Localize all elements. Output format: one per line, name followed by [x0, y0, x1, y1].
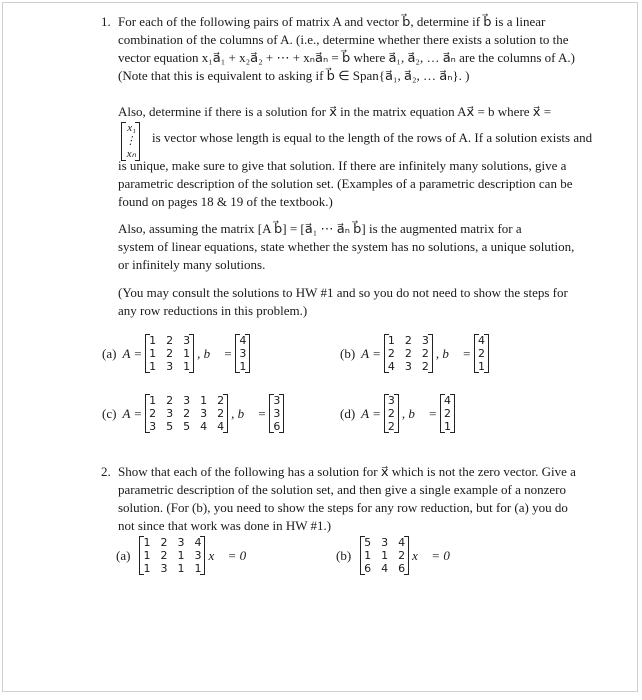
x-vector-entry: xₙ: [126, 148, 136, 160]
matrix-entry: 3: [160, 562, 168, 575]
b-equals: , b⃗ =: [435, 345, 472, 361]
vector-entry: 4: [478, 334, 486, 347]
problem-1-part: [102, 334, 253, 373]
matrix-entry: 3: [166, 407, 174, 420]
part-label: (d): [340, 405, 356, 421]
matrix-entry: 1: [143, 562, 151, 575]
matrix-entry: 1: [149, 394, 157, 407]
p2-line: is unique, make sure to give that solution. If there are infinitely many solutions, give a: [118, 158, 567, 173]
part-label: (b): [336, 547, 352, 563]
matrix-entry: 2: [404, 347, 412, 360]
problem-2-number: 2.: [101, 464, 111, 479]
matrix-entry: 3: [404, 360, 412, 373]
matrix-entry: 1: [143, 536, 151, 549]
x-vector-entry: x₁: [127, 122, 136, 134]
matrix-entry: 4: [387, 360, 395, 373]
problem-1-number: 1.: [101, 14, 111, 29]
p5-line: not since that work was done in HW #1.): [118, 518, 332, 533]
problem-1-part: [102, 394, 287, 433]
vector: [440, 394, 455, 433]
matrix-entry: 1: [149, 334, 157, 347]
x-vector: [118, 119, 143, 161]
p4-line: (You may consult the solutions to HW #1 and so you do not need to show the steps for: [118, 285, 568, 300]
matrix-entry: 1: [183, 347, 191, 360]
x-vector-entry: ⋮: [125, 135, 136, 147]
matrix-entry: 2: [160, 536, 168, 549]
matrix-entry: 3: [200, 407, 208, 420]
matrix-entry: 1: [387, 334, 395, 347]
matrix-entry: 5: [364, 536, 372, 549]
matrix-entry: 3: [149, 420, 157, 433]
a-equals: A =: [122, 345, 143, 361]
vector: [235, 334, 250, 373]
matrix-entry: 2: [183, 407, 191, 420]
p1-line: vector equation x₁a⃗₁ + x₂a⃗₂ + ⋯ + xₙa⃗ₙ = b⃗ where a⃗₁, a⃗₂, … a⃗ₙ are the columns of A.): [118, 50, 575, 65]
p1-line: combination of the columns of A. (i.e., determine whether there exists a solution to the: [118, 32, 569, 47]
vector-entry: 3: [273, 407, 281, 420]
matrix-entry: 4: [217, 420, 225, 433]
vector-entry: 1: [478, 360, 486, 373]
matrix-entry: 3: [183, 334, 191, 347]
vector-entry: 4: [239, 334, 247, 347]
matrix-entry: 3: [183, 394, 191, 407]
p4-line: any row reductions in this problem.): [118, 303, 308, 318]
matrix-entry: 1: [149, 360, 157, 373]
matrix-entry: 5: [183, 420, 191, 433]
p3-line: system of linear equations, state whether the system has no solutions, a unique solution,: [118, 239, 575, 254]
part-label: (c): [102, 405, 117, 421]
matrix-entry: 5: [166, 420, 174, 433]
p2-line: is vector whose length is equal to the length of the rows of A. If a solution exists and: [152, 130, 593, 145]
matrix: [145, 394, 228, 433]
matrix-entry: 2: [421, 360, 429, 373]
matrix-entry: 2: [166, 347, 174, 360]
matrix-entry: 2: [404, 334, 412, 347]
matrix-entry: 2: [217, 394, 225, 407]
a-equals: A =: [361, 405, 381, 421]
p1-line: For each of the following pairs of matrix A and vector b⃗, determine if b⃗ is a linear: [118, 14, 546, 29]
problem-1-part: [340, 334, 492, 373]
vector-entry: 3: [273, 394, 281, 407]
vector-entry: 3: [239, 347, 247, 360]
p2-line: found on pages 18 & 19 of the textbook.): [118, 194, 333, 209]
matrix: [145, 334, 194, 373]
matrix-entry: 2: [149, 407, 157, 420]
matrix: [384, 334, 433, 373]
a-equals: A =: [122, 405, 143, 421]
matrix-entry: 1: [177, 549, 185, 562]
matrix-entry: 1: [143, 549, 151, 562]
matrix: [139, 536, 205, 575]
p3-line: or infinitely many solutions.: [118, 257, 266, 272]
matrix-entry: 3: [194, 549, 202, 562]
p2-line: parametric description of the solution set. (Examples of a parametric description can be: [118, 176, 573, 191]
matrix-entry: 3: [166, 360, 174, 373]
matrix-entry: 1: [177, 562, 185, 575]
p5-line: solution. (For (b), you need to show the steps for any row reduction, but for (a) you do: [118, 500, 568, 515]
matrix-entry: 2: [160, 549, 168, 562]
matrix-entry: 3: [177, 536, 185, 549]
p3-line: Also, assuming the matrix [A b⃗] = [a⃗₁ ⋯ a⃗ₙ b⃗] is the augmented matrix for a: [118, 221, 522, 236]
part-label: (b): [340, 345, 356, 361]
matrix-entry: 1: [364, 549, 372, 562]
vector-entry: 2: [478, 347, 486, 360]
matrix: [384, 394, 399, 433]
vector-entry: 1: [444, 420, 452, 433]
matrix-entry: 2: [387, 407, 395, 420]
vector: [269, 394, 284, 433]
vector: [474, 334, 489, 373]
matrix-entry: 1: [381, 549, 389, 562]
vector-entry: 1: [239, 360, 247, 373]
matrix-entry: 4: [381, 562, 389, 575]
matrix-entry: 3: [421, 334, 429, 347]
matrix-entry: 2: [217, 407, 225, 420]
p5-line: parametric description of the solution set, and then give a single example of a nonzero: [118, 482, 566, 497]
matrix-entry: 2: [387, 347, 395, 360]
p1-line: (Note that this is equivalent to asking if b⃗ ∈ Span{a⃗₁, a⃗₂, … a⃗ₙ}. ): [118, 68, 470, 83]
matrix-entry: 4: [194, 536, 202, 549]
problem-2-part: [336, 536, 460, 575]
b-equals: , b⃗ =: [231, 405, 267, 421]
b-equals: , b⃗ =: [401, 405, 438, 421]
equation-rhs: x⃗ = 0⃗: [412, 547, 460, 563]
matrix-entry: 6: [364, 562, 372, 575]
matrix-entry: 1: [149, 347, 157, 360]
vector-entry: 2: [444, 407, 452, 420]
part-label: (a): [102, 345, 117, 361]
matrix-entry: 2: [166, 394, 174, 407]
matrix-entry: 1: [194, 562, 202, 575]
matrix: [360, 536, 409, 575]
matrix-entry: 3: [381, 536, 389, 549]
matrix-entry: 2: [421, 347, 429, 360]
problem-2-part: [116, 536, 256, 575]
matrix-entry: 1: [200, 394, 208, 407]
matrix-entry: 4: [200, 420, 208, 433]
p5-line: Show that each of the following has a solution for x⃗ which is not the zero vector. Give a: [118, 464, 576, 479]
vector-entry: 6: [273, 420, 281, 433]
a-equals: A =: [361, 345, 381, 361]
matrix-entry: 3: [387, 394, 395, 407]
matrix-entry: 2: [398, 549, 406, 562]
matrix-entry: 1: [183, 360, 191, 373]
matrix-entry: 2: [166, 334, 174, 347]
matrix-entry: 4: [398, 536, 406, 549]
vector-entry: 4: [444, 394, 452, 407]
problem-1-part: [340, 394, 458, 433]
part-label: (a): [116, 547, 131, 563]
b-equals: , b⃗ =: [197, 345, 233, 361]
equation-rhs: x⃗ = 0⃗: [208, 547, 257, 563]
matrix-entry: 6: [398, 562, 406, 575]
p2-line: Also, determine if there is a solution for x⃗ in the matrix equation Ax⃗ = b where x⃗ =: [118, 104, 552, 119]
matrix-entry: 2: [387, 420, 395, 433]
